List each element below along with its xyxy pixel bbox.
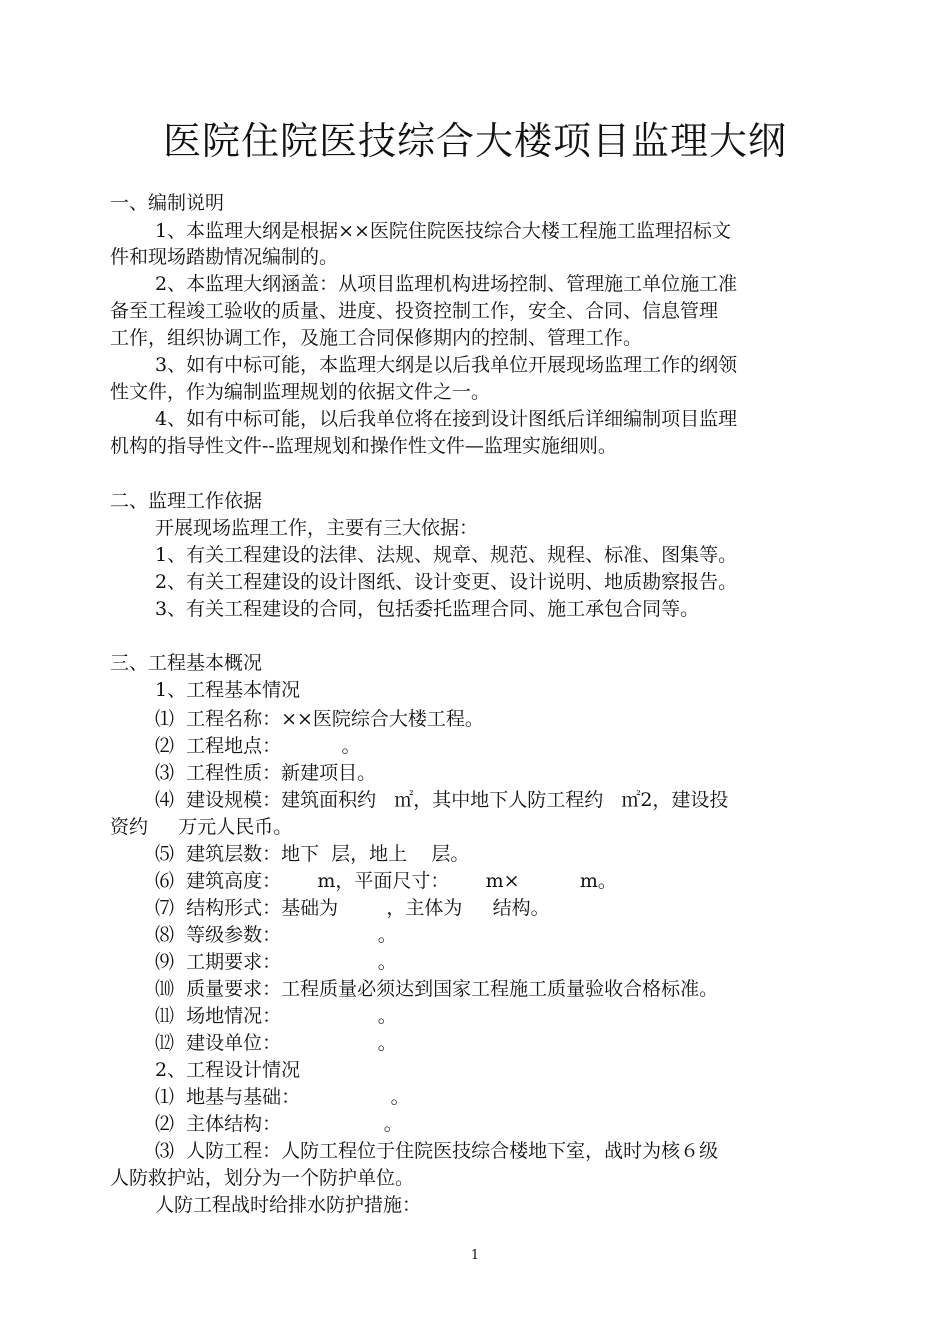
- list-item: ⑶ 人防工程：人防工程位于住院医技综合楼地下室，战时为核６级: [155, 1140, 719, 1162]
- section-heading: 三、工程基本概况: [110, 652, 263, 674]
- paragraph-line: 备至工程竣工验收的质量、进度、投资控制工作，安全、合同、信息管理: [110, 300, 719, 322]
- paragraph-line: 工作，组织协调工作，及施工合同保修期内的控制、管理工作。: [110, 327, 643, 349]
- list-item: ⑹ 建筑高度： m，平面尺寸： m× m。: [155, 870, 617, 892]
- paragraph-line: 开展现场监理工作，主要有三大依据：: [155, 517, 479, 539]
- list-item: ⑽ 质量要求：工程质量必须达到国家工程施工质量验收合格标准。: [155, 978, 719, 1000]
- paragraph-line: 3、如有中标可能，本监理大纲是以后我单位开展现场监理工作的纲领: [155, 354, 738, 376]
- list-item: ⑷ 建设规模：建筑面积约 ㎡，其中地下人防工程约 ㎡2，建设投: [155, 789, 729, 811]
- list-item: ⑴ 工程名称：××医院综合大楼工程。: [155, 708, 484, 730]
- list-item: ⑵ 工程地点： 。: [155, 735, 361, 757]
- paragraph-line: 资约 万元人民币。: [110, 816, 293, 838]
- paragraph-line: 机构的指导性文件--监理规划和操作性文件—监理实施细则。: [110, 435, 617, 457]
- list-item: ⑵ 主体结构： 。: [155, 1113, 403, 1135]
- list-item: 3、有关工程建设的合同，包括委托监理合同、施工承包合同等。: [155, 598, 700, 620]
- document-title: 医院住院医技综合大楼项目监理大纲: [162, 119, 787, 163]
- section-heading: 一、编制说明: [110, 192, 225, 214]
- list-item: ⑴ 地基与基础： 。: [155, 1086, 410, 1108]
- paragraph-line: 4、如有中标可能，以后我单位将在接到设计图纸后详细编制项目监理: [155, 408, 738, 430]
- list-item: ⑺ 结构形式：基础为 ，主体为 结构。: [155, 897, 550, 919]
- list-item: ⑼ 工期要求： 。: [155, 951, 397, 973]
- subsection-heading: 1、工程基本情况: [155, 679, 301, 701]
- page-number: 1: [470, 1248, 480, 1263]
- paragraph-line: 人防工程战时给排水防护措施：: [155, 1194, 422, 1216]
- list-item: 2、有关工程建设的设计图纸、设计变更、设计说明、地质勘察报告。: [155, 571, 738, 593]
- paragraph-line: 性文件，作为编制监理规划的依据文件之一。: [110, 381, 491, 403]
- list-item: 1、有关工程建设的法律、法规、规章、规范、规程、标准、图集等。: [155, 544, 738, 566]
- subsection-heading: 2、工程设计情况: [155, 1059, 301, 1081]
- paragraph-line: 件和现场踏勘情况编制的。: [110, 246, 339, 268]
- section-heading: 二、监理工作依据: [110, 490, 263, 512]
- list-item: ⑸ 建筑层数：地下 层，地上 层。: [155, 843, 470, 865]
- paragraph-line: 人防救护站，划分为一个防护单位。: [110, 1167, 415, 1189]
- list-item: ⑾ 场地情况： 。: [155, 1005, 397, 1027]
- list-item: ⑻ 等级参数： 。: [155, 924, 397, 946]
- list-item: ⑿ 建设单位： 。: [155, 1032, 397, 1054]
- paragraph-line: 1、本监理大纲是根据××医院住院医技综合大楼工程施工监理招标文: [155, 220, 731, 242]
- paragraph-line: 2、本监理大纲涵盖：从项目监理机构进场控制、管理施工单位施工准: [155, 273, 738, 295]
- list-item: ⑶ 工程性质：新建项目。: [155, 762, 377, 784]
